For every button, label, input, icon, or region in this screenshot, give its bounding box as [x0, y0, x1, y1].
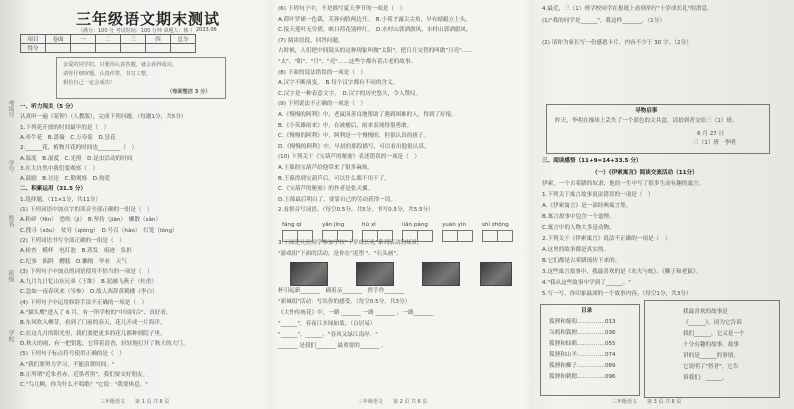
toc-entry: 狐狸和刺猬……………096 — [549, 374, 616, 380]
section-heading: （一）《伊索寓言》阅读交流活动（11分） — [592, 170, 698, 176]
question-line: A.九月九日忆山东兄弟（王维） B.泥融飞燕子（杜甫） — [20, 279, 157, 286]
exam-subtitle: （满分：100 分 考试时间：100 分钟 命题人：韩 ） — [78, 28, 196, 34]
toc-title: 目录 — [581, 308, 593, 314]
pinyin-label: fàng qì — [282, 222, 302, 228]
section-heading: 三、阅读感悟（11+9=14+33.5 分） — [542, 158, 642, 164]
answer-box[interactable] — [457, 230, 473, 242]
page-1-footer: 三年级语文 第 1 页 共 6 页 — [100, 399, 170, 405]
score-header-neatness: 卷面 — [46, 35, 71, 44]
pinyin-label: shì zhōng — [482, 222, 509, 228]
question-line: (7) 阅读语段，回答问题。 — [278, 37, 344, 44]
question-line: B.正所谓"近朱者赤，近墨者黑"，我们要交好朋友。 — [20, 371, 149, 378]
side-label-student-no: 学号 — [7, 160, 14, 172]
section-heading: 一、听力闯关（5 分） — [20, 104, 77, 110]
question-line: 2.下列关于《伊索寓言》说法不正确的一项是（ ） — [542, 236, 671, 242]
score-header-item: 项目 — [21, 35, 46, 44]
question-line: C.汉字是一种表意文字。 D.汉字的历史悠久，令人赞叹。 — [278, 90, 422, 97]
question-line: 4."我从这些故事中学到了______。" — [542, 280, 631, 286]
question-line: (1)"我的同学是______"，我这样_______，（1分） — [542, 18, 665, 24]
question-line: B.《小英雄雨来》中，在被捕后，雨来表现得很勇敢。 — [278, 122, 413, 129]
question-line: 1.下列关于寓言故事说法错误的一项是（ ） — [542, 192, 654, 198]
page-3 — [532, 0, 794, 409]
notice-date: 6 月 27 日 — [697, 131, 725, 137]
question-line: (2) 请你为家长写一份感恩卡片，内容不少于 30 字。（2分） — [542, 40, 692, 46]
score-cell[interactable] — [171, 44, 196, 53]
question-line: (1) 下列词语中加点字的读音全部正确的一组是（ ） — [20, 207, 153, 213]
question-line: C.寓言中的人物大多是动物。 — [542, 225, 615, 231]
question-line: 5.写一写，你印象最深的一个故事内容。（每空1分，共3分） — [542, 291, 692, 297]
question-line: C.在这九月的阳光里，我们要把更多的花儿都种到院子里。 — [20, 330, 166, 337]
question-line: (2) 下列词语书写全部正确的一组是（ ） — [20, 237, 125, 244]
reading-card-line: 《______》，因为它告诉 — [683, 320, 742, 326]
question-line: B.寓言故事中包含一个道理。 — [542, 214, 615, 220]
question-line: (5) 下列句子标点符号使用正确的是（ ） — [20, 351, 125, 358]
section-heading: 二、积累运用（31.5 分） — [20, 186, 87, 193]
reading-card-line: 它说明了"智者"，它告 — [683, 364, 739, 370]
question-line: 1.下列花开放的时间最早的是（ ） — [20, 124, 110, 131]
page-2-footer: 三年级语文 第 2 页 共 6 页 — [358, 399, 428, 405]
score-cell[interactable] — [146, 44, 171, 53]
question-line: (9) 下列说法不正确的一项是（ ） — [278, 101, 367, 108]
question-line: D.王葆最后明白了，要靠自己的劳动获得一切。 — [278, 196, 396, 203]
answer-box[interactable] — [497, 230, 513, 242]
answer-box[interactable] — [322, 230, 338, 242]
question-line: B.王葆得到宝葫芦后，可以什么都不用干了。 — [278, 175, 390, 182]
question-line: "______"，春夜江水绿如蓝。（白居易） — [278, 321, 376, 327]
score-header-total: 总分 — [171, 35, 196, 44]
question-line: D.秋天的雨，有一把钥匙，它带着清香，轻轻地打开了秋天的大门。 — [20, 340, 189, 347]
question-line: A.粉碎（fěn） 恐吹（jì） B.坚持（jiān） 懒散（sǎn） — [20, 217, 162, 224]
question-line: A."猫头鹰"进入了 6 月，有一所学校的"中国四合"，真好看。 — [20, 310, 172, 316]
answer-box[interactable] — [482, 230, 498, 242]
instruction-line: 请你仔细审题，认真作答，书写工整， — [63, 71, 152, 77]
activity-picture — [422, 262, 460, 286]
question-line: 《大作传统花》中，一路 _______ 一路 _______ ，一路_______ — [278, 310, 434, 316]
question-line: 古时候，人们把中间镜头的这种现象叫做"太阳"，把日月交替的叫做"月亮"…… — [278, 48, 473, 55]
reading-card-line: 诉我们：______。 — [683, 375, 728, 381]
question-line: _______ 是我们_______ 最重要的_______ 。 — [278, 343, 387, 349]
question-line: 认真听一遍《花钟》（人教版），完成下列问题。（每题1分，共5分） — [20, 114, 187, 121]
question-line: B.它们都是古希腊流传下来的。 — [542, 258, 621, 264]
toc-entry: 狐狸和仙鹤……………055 — [549, 341, 616, 347]
question-line: 3.下面是几位同学参加学校"十岁成长礼"系列活动的场景。 — [278, 240, 423, 246]
question-line: B.东风吹入柳芽，看到了门前的春天，花儿开成一片海洋。 — [20, 320, 166, 327]
answer-box[interactable] — [282, 230, 298, 242]
toc-entry: 狐狸和山羊……………074 — [549, 352, 616, 358]
question-line: 杯引起新_______ 刷着亲_______ 搓手作_______ — [278, 288, 404, 294]
answer-box[interactable] — [442, 230, 458, 242]
instruction-line: （卷面整洁 3 分） — [167, 89, 211, 95]
toc-entry: 狐狸和狮子……………089 — [549, 363, 616, 369]
page-3-footer: 三年级语文 第 3 页 共 6 页 — [612, 399, 682, 405]
question-line: A.《慢慢的阿利》中，老鼠因善良地帮助了遇到困难的人，得到了好报。 — [278, 112, 457, 118]
pinyin-label: yuán yīn — [442, 222, 467, 228]
side-label-name: 姓名 — [7, 215, 14, 227]
activity-picture — [290, 262, 328, 286]
exam-date: 2023.06 — [196, 27, 217, 33]
notice-body: 昨天，李明在操场上丢失了一个蓝色的文具盒，请拾到者交给三（1）班。 — [555, 118, 738, 124]
answer-box[interactable] — [297, 230, 313, 242]
question-line: D.《慢慢的阿利》中，早晨的那段描写，可以看出他很认真。 — [278, 143, 430, 150]
question-line: A.检查 模样 电灯泡 B.蒸发 痕迹 负担 — [20, 248, 132, 255]
notice-sign: 三（1）班 李明 — [693, 140, 736, 146]
score-header-3: 三 — [121, 35, 146, 44]
pinyin-label: yǎn jīng — [322, 222, 345, 228]
question-line: (3) 下列句子中加点的词语使用不恰当的一项是（ ） — [20, 268, 153, 275]
reading-card-line: 我们______，它又是一个 — [683, 331, 745, 337]
side-label-school: 学校 — [7, 330, 14, 342]
exam-title: 三年级语文期末测试 — [76, 10, 221, 28]
score-header-2: 二 — [96, 35, 121, 44]
toc-entry: 乌鸦和狐狸……………036 — [549, 330, 616, 336]
side-label-exam-room: 考场号 — [7, 100, 14, 118]
binding-margin — [4, 0, 16, 409]
question-line: 1.选择题。（11×1分，共11分） — [20, 196, 101, 203]
question-line: 3.在大自然中我们要观察（ ） — [20, 165, 99, 172]
score-cell[interactable] — [121, 44, 146, 53]
reading-card — [644, 300, 780, 398]
question-line: A.荷叶罗裙一色裁，芙蓉向脸两边开。 B.小荷才露尖尖角，早有蜻蜓立上头。 — [278, 16, 471, 23]
question-line: "太"、"阳"、"月"、"亮"……这些字都有着古老的故事。 — [278, 59, 417, 65]
answer-box[interactable] — [362, 230, 378, 242]
reading-card-line: 十分有趣的故事。故事 — [683, 342, 739, 348]
question-line: A.这里的故事都是真实的。 — [542, 247, 610, 253]
question-line: 3.这些寓言故事中，我最喜欢的是《农夫与蛇》、《狮子和老鼠》。 — [542, 269, 702, 275]
question-line: C.纪事 陷阱 糟糕 D.懒惰 毕业 天气 — [20, 258, 127, 265]
question-line: (8) 下面的说法错误的一项是（ ） — [278, 69, 367, 76]
score-header-1: 一 — [71, 35, 96, 44]
question-line: (4) 下列句子中运用修辞手法不正确的一项是（ ） — [20, 299, 148, 306]
answer-box[interactable] — [417, 230, 433, 242]
activity-picture — [480, 262, 512, 286]
question-line: "新城组"活动：写出你的感受。（每空0.5分，共3分） — [278, 299, 411, 305]
score-cell[interactable] — [46, 44, 71, 53]
page-1 — [0, 0, 262, 409]
table-of-contents — [540, 304, 640, 396]
pinyin-label: liǎn páng — [402, 222, 428, 228]
score-row-label: 得分 — [21, 44, 46, 53]
notice-box — [546, 104, 770, 154]
side-label-class: 班级 — [7, 270, 14, 282]
question-line: "游戏组"下面的活动，是你在"泥塑 "、"石头画"。 — [278, 251, 402, 257]
question-line: A.《伊索寓言》是一部经典寓言集。 — [542, 203, 632, 209]
page-2 — [268, 0, 528, 409]
question-line: 2.______花，植物开花的时间也________（ ） — [20, 145, 138, 152]
question-line: C.搜寻（sōu） 贫穷（qióng） D.号召（hào） 灯笼（lóng） — [20, 227, 178, 234]
question-line: (6) 下列句子中，不是描写夏天季节的一项是（ ） — [278, 6, 406, 12]
question-line: A.汉字不断演变。 B.每个汉字都有不同的含义。 — [278, 80, 399, 87]
instruction-box — [56, 57, 226, 99]
question-line: C.忽如一夜春风来（岑参） D.故人西辞黄鹤楼（李白） — [20, 289, 158, 296]
question-line: 2.看拼音写词语。（每空0.5分，共5分，书写0.5分，共5.5分） — [278, 207, 434, 214]
instruction-line: 亲爱的同学们，只要你认真答题，就会获得成功。 — [63, 62, 178, 68]
reading-card-line: 讲的是______的事情。 — [683, 353, 739, 359]
question-line: A.鼓励 B.讨论 C.勤观察 D.热爱 — [20, 176, 111, 183]
toc-entry: 狐狸和葡萄……………013 — [549, 319, 616, 325]
question-line: "______"，______。"春风又绿江南岸。" — [278, 332, 378, 338]
question-line: 伊索，一个古希腊的奴隶，他的一生中写了很多生动有趣的寓言。 — [542, 181, 705, 187]
answer-box[interactable] — [337, 230, 353, 242]
pinyin-label: hū xī — [362, 222, 376, 228]
question-line: A.温度 B.湿度 C.光照 D.昆虫活动的时间 — [20, 155, 133, 162]
question-line: A.牵牛花 B.蔷薇 C.万寿菊 D.昙花 — [20, 134, 116, 141]
reading-card-line: 我最喜欢的故事是 — [683, 309, 728, 315]
instruction-line: 相信自己一定会成功！ — [63, 80, 115, 86]
answer-box[interactable] — [377, 230, 393, 242]
question-line: 4.最近，三（1）班学校同学在报纸上看到举行"十岁成长礼"的消息， — [542, 6, 713, 12]
question-line: C.接天莲叶无穷碧，映日荷花别样红。 D.水村山郭酒旗风，水村山郭酒旗风。 — [278, 27, 472, 34]
question-line: C.《宝葫芦的秘密》的作者是张天翼。 — [278, 186, 374, 193]
score-cell[interactable] — [96, 44, 121, 53]
question-line: C.《慢慢的阿利》中，阿利是一个慢慢的、但很认真的孩子。 — [278, 133, 430, 140]
question-line: C."鸟儿啊，你为什么不唱歌？"它说："我要休息。" — [20, 382, 148, 389]
score-cell[interactable] — [71, 44, 96, 53]
question-line: A.王葆的宝葫芦给他带来了很多麻烦。 — [278, 165, 374, 171]
question-line: (10) 下列关于《宝葫芦的秘密》表述错误的一项是（ ） — [278, 154, 420, 161]
score-table — [20, 34, 196, 53]
answer-box[interactable] — [402, 230, 418, 242]
question-line: A."我们要努力学习，不能浪费时间。" — [20, 361, 115, 368]
notice-title: 寻物启事 — [635, 108, 658, 114]
score-header-4: 四 — [146, 35, 171, 44]
activity-picture — [356, 262, 394, 286]
